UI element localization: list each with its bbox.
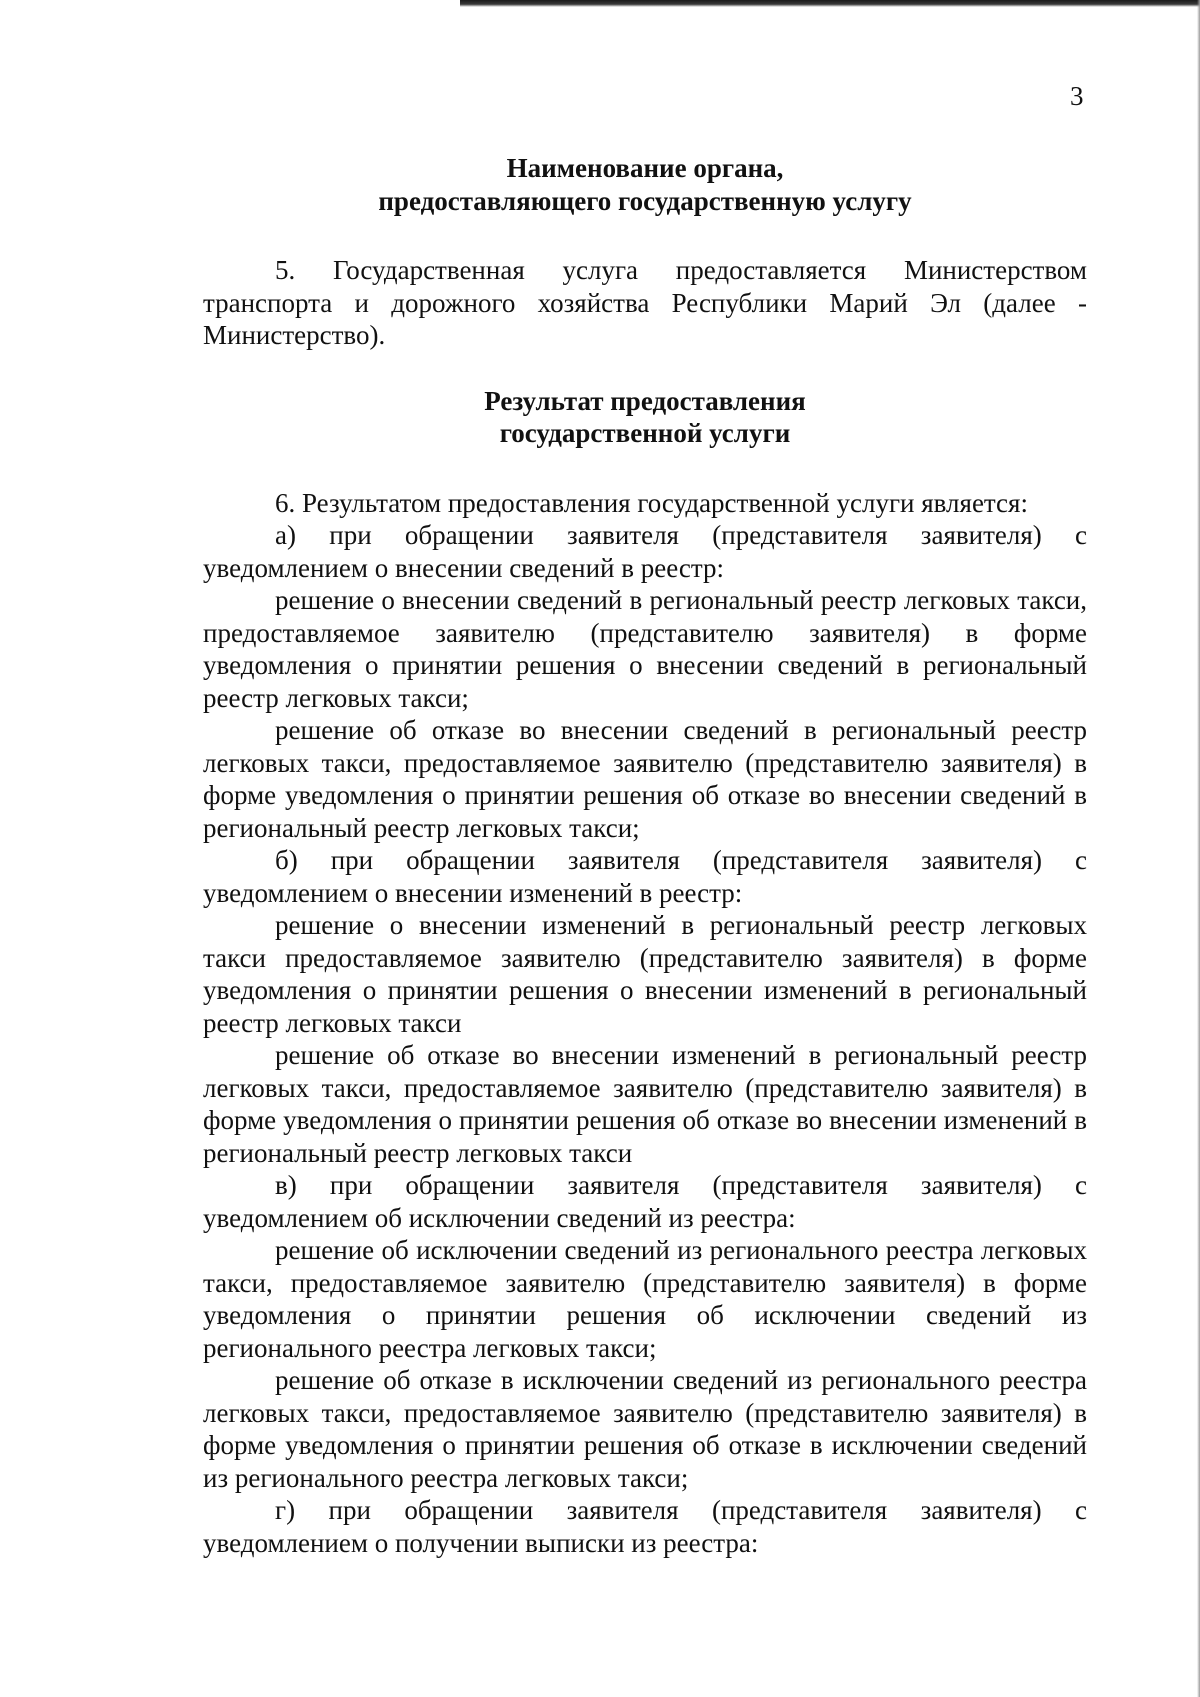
decision-paragraph: решение об отказе во внесении изменений в региональный реестр легковых такси, предоставляемое заявителю (представителю заявителя) в форме уведомления о принятии решения об отказе во внесении изменений в региональный реестр легковых такси (203, 1040, 1087, 1168)
decision-paragraph: решение об исключении сведений из регионального реестра легковых такси, предоставляемое заявителю (представителю заявителя) в форме уведомления о принятии решения об исключении сведений из регионального реестра легковых такси; (203, 1235, 1087, 1363)
document-body (203, 152, 1087, 1559)
heading-line: Результат предоставления (484, 385, 806, 416)
heading-line: предоставляющего государственную услугу (378, 185, 912, 216)
subitem-g: г) при обращении заявителя (представителя заявителя) с уведомлением о получении выписки из реестра: (203, 1495, 1087, 1558)
section-heading-service-result (203, 385, 1087, 450)
section-heading-issuing-body (203, 152, 1087, 217)
paragraph-6: 6. Результатом предоставления государственной услуги является: (275, 487, 1028, 518)
subitem-a: а) при обращении заявителя (представителя заявителя) с уведомлением о внесении сведений в реестр: (203, 520, 1087, 583)
subitem-v: в) при обращении заявителя (представителя заявителя) с уведомлением об исключении сведений из реестра: (203, 1170, 1087, 1233)
decision-paragraph: решение о внесении сведений в региональный реестр легковых такси, предоставляемое заявителю (представителю заявителя) в форме уведомления о принятии решения о внесении сведений в региональный реестр легковых такси; (203, 585, 1087, 713)
paragraph-5: 5. Государственная услуга предоставляется Министерством транспорта и дорожного хозяйства Республики Марий Эл (далее - Министерство). (203, 255, 1087, 350)
subitem-b: б) при обращении заявителя (представителя заявителя) с уведомлением о внесении изменений в реестр: (203, 845, 1087, 908)
heading-line: Наименование органа, (506, 153, 784, 183)
decision-paragraph: решение о внесении изменений в региональный реестр легковых такси предоставляемое заявителю (представителю заявителя) в форме уведомления о принятии решения о внесении изменений в региональный реестр легковых такси (203, 910, 1087, 1038)
page-number: 3 (1070, 81, 1084, 111)
scan-edge-top (460, 0, 1200, 7)
heading-line: государственной услуги (499, 418, 791, 448)
decision-paragraph: решение об отказе в исключении сведений из регионального реестра легковых такси, предоставляемое заявителю (представителю заявителя) в форме уведомления о принятии решения об отказе в исключении сведений из регионального реестра легковых такси; (203, 1365, 1087, 1493)
decision-paragraph: решение об отказе во внесении сведений в региональный реестр легковых такси, предоставляемое заявителю (представителю заявителя) в форме уведомления о принятии решения об отказе во внесении сведений в региональный реестр легковых такси; (203, 715, 1087, 843)
